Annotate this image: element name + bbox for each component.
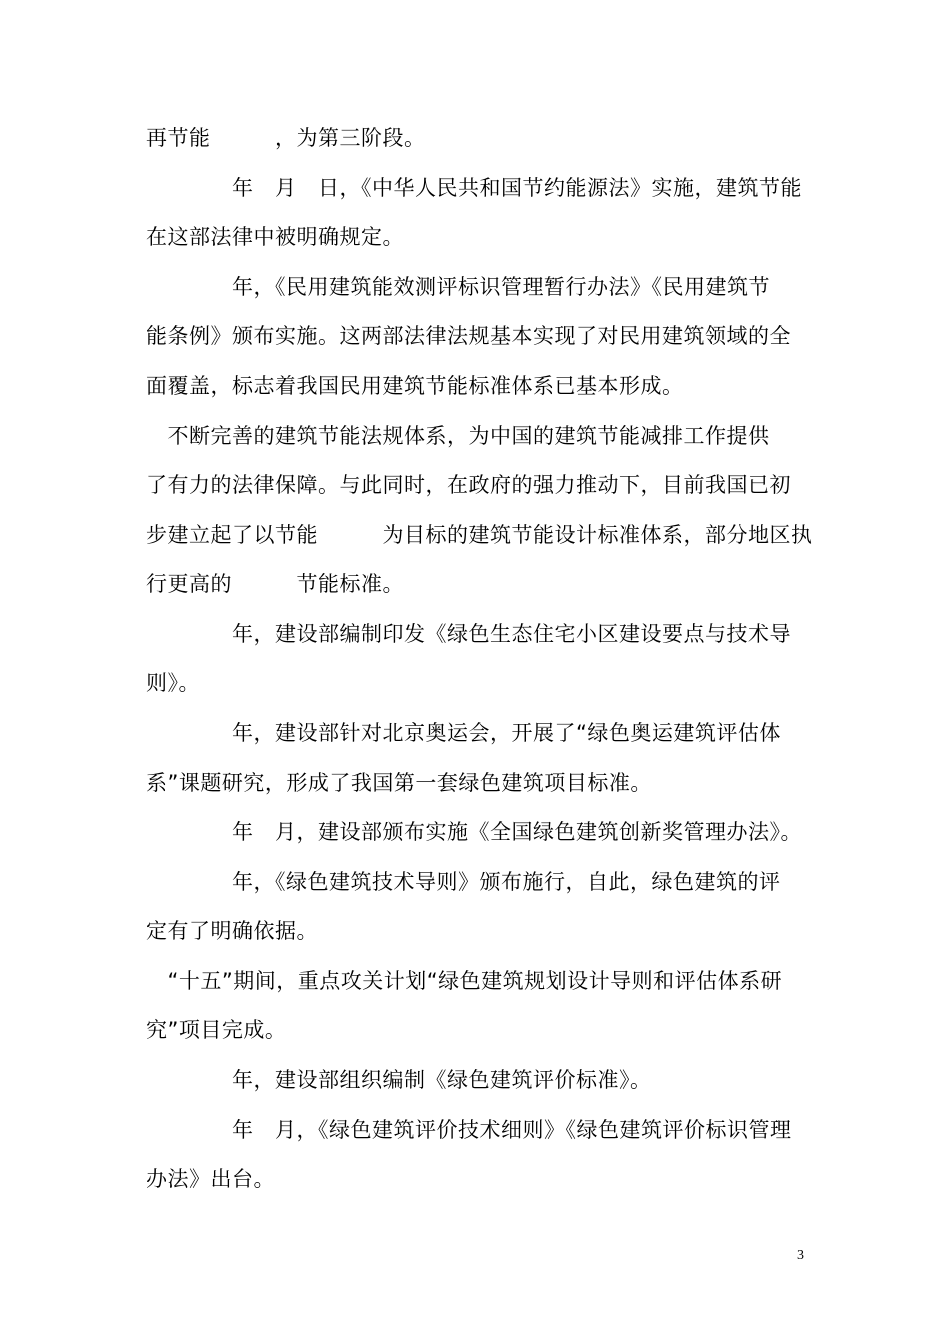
text-line: 再节能 ，为第三阶段。 bbox=[146, 126, 426, 150]
page-number: 3 bbox=[797, 1248, 804, 1263]
text-line: 办法》出台。 bbox=[146, 1167, 275, 1191]
text-line: 年，《民用建筑能效测评标识管理暂行办法》《民用建筑节 bbox=[146, 275, 770, 299]
text-line: 行更高的 节能标准。 bbox=[146, 572, 404, 596]
text-line: 究”项目完成。 bbox=[146, 1018, 287, 1042]
text-line: 不断完善的建筑节能法规体系，为中国的建筑节能减排工作提供 bbox=[146, 424, 770, 448]
text-line: 年，建设部组织编制《绿色建筑评价标准》。 bbox=[146, 1068, 652, 1092]
text-line: 则》。 bbox=[146, 671, 200, 695]
text-line: 了有力的法律保障。与此同时，在政府的强力推动下，目前我国已初 bbox=[146, 473, 791, 497]
text-line: 能条例》颁布实施。这两部法律法规基本实现了对民用建筑领域的全 bbox=[146, 324, 791, 348]
text-line: 系”课题研究，形成了我国第一套绿色建筑项目标准。 bbox=[146, 771, 652, 795]
text-line: 定有了明确依据。 bbox=[146, 919, 318, 943]
text-line: 年 月 日，《中华人民共和国节约能源法》实施，建筑节能 bbox=[146, 176, 802, 200]
text-line: 年，建设部编制印发《绿色生态住宅小区建设要点与技术导 bbox=[146, 622, 791, 646]
text-line: 年，《绿色建筑技术导则》颁布施行，自此，绿色建筑的评 bbox=[146, 870, 781, 894]
text-line: “十五”期间，重点攻关计划“绿色建筑规划设计导则和评估体系研 bbox=[146, 969, 783, 993]
text-line: 面覆盖，标志着我国民用建筑节能标准体系已基本形成。 bbox=[146, 374, 684, 398]
text-line: 步建立起了以节能 为目标的建筑节能设计标准体系，部分地区执 bbox=[146, 523, 813, 547]
text-line: 年 月，建设部颁布实施《全国绿色建筑创新奖管理办法》。 bbox=[146, 820, 802, 844]
text-line: 年 月，《绿色建筑评价技术细则》《绿色建筑评价标识管理 bbox=[146, 1118, 792, 1142]
text-line: 在这部法律中被明确规定。 bbox=[146, 225, 404, 249]
text-line: 年，建设部针对北京奥运会，开展了“绿色奥运建筑评估体 bbox=[146, 721, 781, 745]
